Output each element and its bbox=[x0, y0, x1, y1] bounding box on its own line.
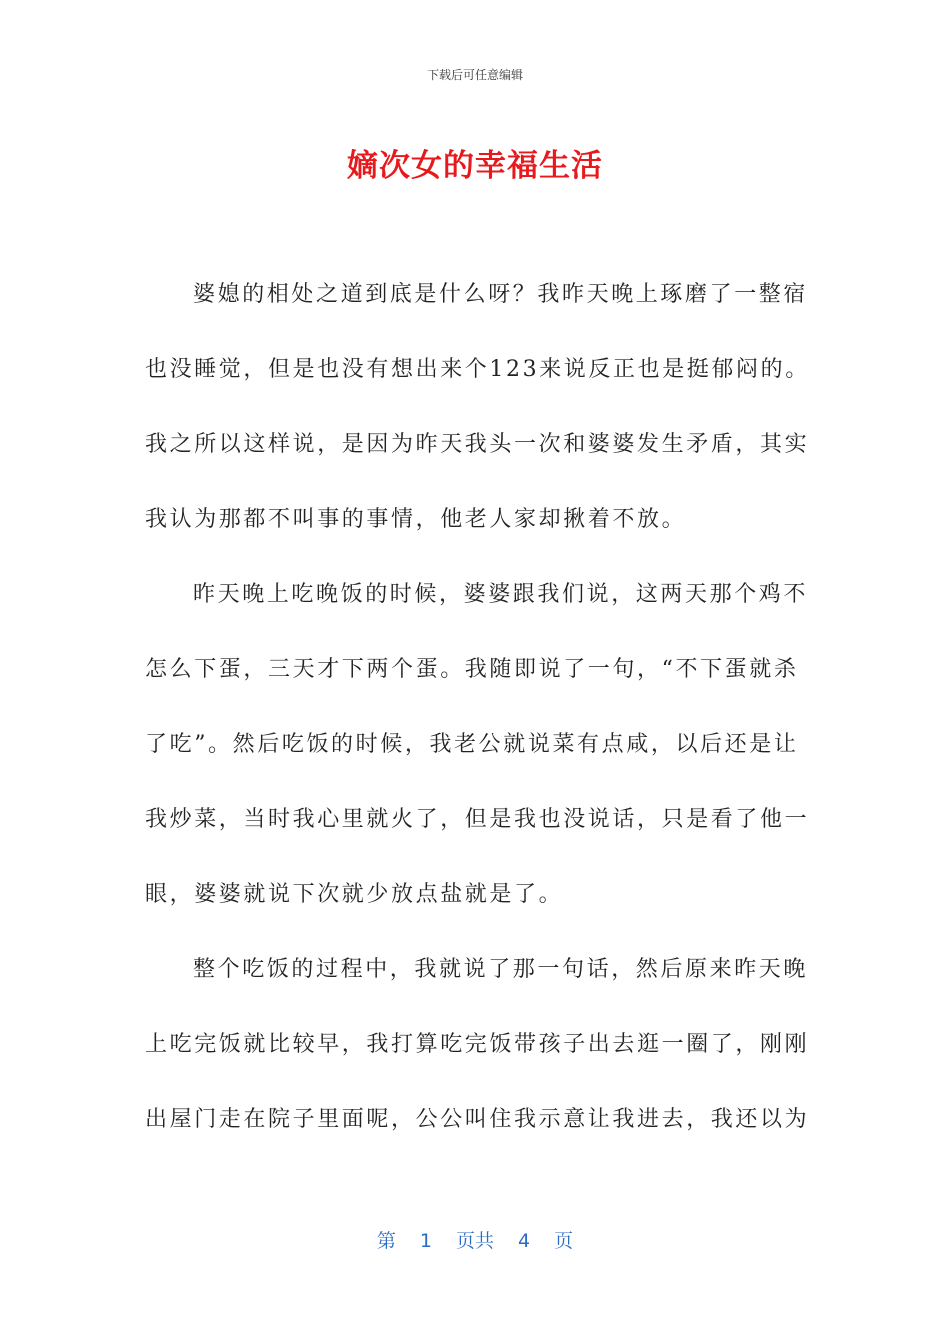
footer-prefix: 第 bbox=[376, 1230, 396, 1252]
footer-suffix: 页 bbox=[554, 1230, 574, 1252]
text-line: 了吃”。然后吃饭的时候，我老公就说菜有点咸，以后还是让 bbox=[145, 732, 799, 757]
header-note: 下载后可任意编辑 bbox=[426, 68, 523, 82]
text-line: 上吃完饭就比较早，我打算吃完饭带孩子出去逛一圈了，刚刚 bbox=[145, 1032, 810, 1057]
text-line: 昨天晚上吃晚饭的时候，婆婆跟我们说，这两天那个鸡不 bbox=[193, 582, 809, 607]
footer-page-number: 1 bbox=[419, 1230, 432, 1252]
text-line: 我炒菜，当时我心里就火了，但是我也没说话，只是看了他一 bbox=[145, 807, 810, 832]
page-footer bbox=[0, 1226, 950, 1253]
text-line: 我之所以这样说，是因为昨天我头一次和婆婆发生矛盾，其实 bbox=[145, 432, 810, 457]
text-line: 我认为那都不叫事的事情，他老人家却揪着不放。 bbox=[145, 507, 687, 532]
text-line: 也没睡觉，但是也没有想出来个123来说反正也是挺郁闷的。 bbox=[145, 357, 810, 382]
page-title: 嫡次女的幸福生活 bbox=[347, 148, 603, 184]
footer-total-pages: 4 bbox=[518, 1230, 531, 1252]
text-line: 整个吃饭的过程中，我就说了那一句话，然后原来昨天晚 bbox=[193, 957, 809, 982]
text-line: 怎么下蛋，三天才下两个蛋。我随即说了一句，“不下蛋就杀 bbox=[145, 657, 799, 682]
footer-middle: 页共 bbox=[455, 1230, 494, 1252]
text-line: 眼，婆婆就说下次就少放点盐就是了。 bbox=[145, 882, 564, 907]
text-line: 婆媳的相处之道到底是什么呀？我昨天晚上琢磨了一整宿 bbox=[193, 282, 809, 307]
text-line: 出屋门走在院子里面呢，公公叫住我示意让我进去，我还以为 bbox=[145, 1107, 810, 1132]
